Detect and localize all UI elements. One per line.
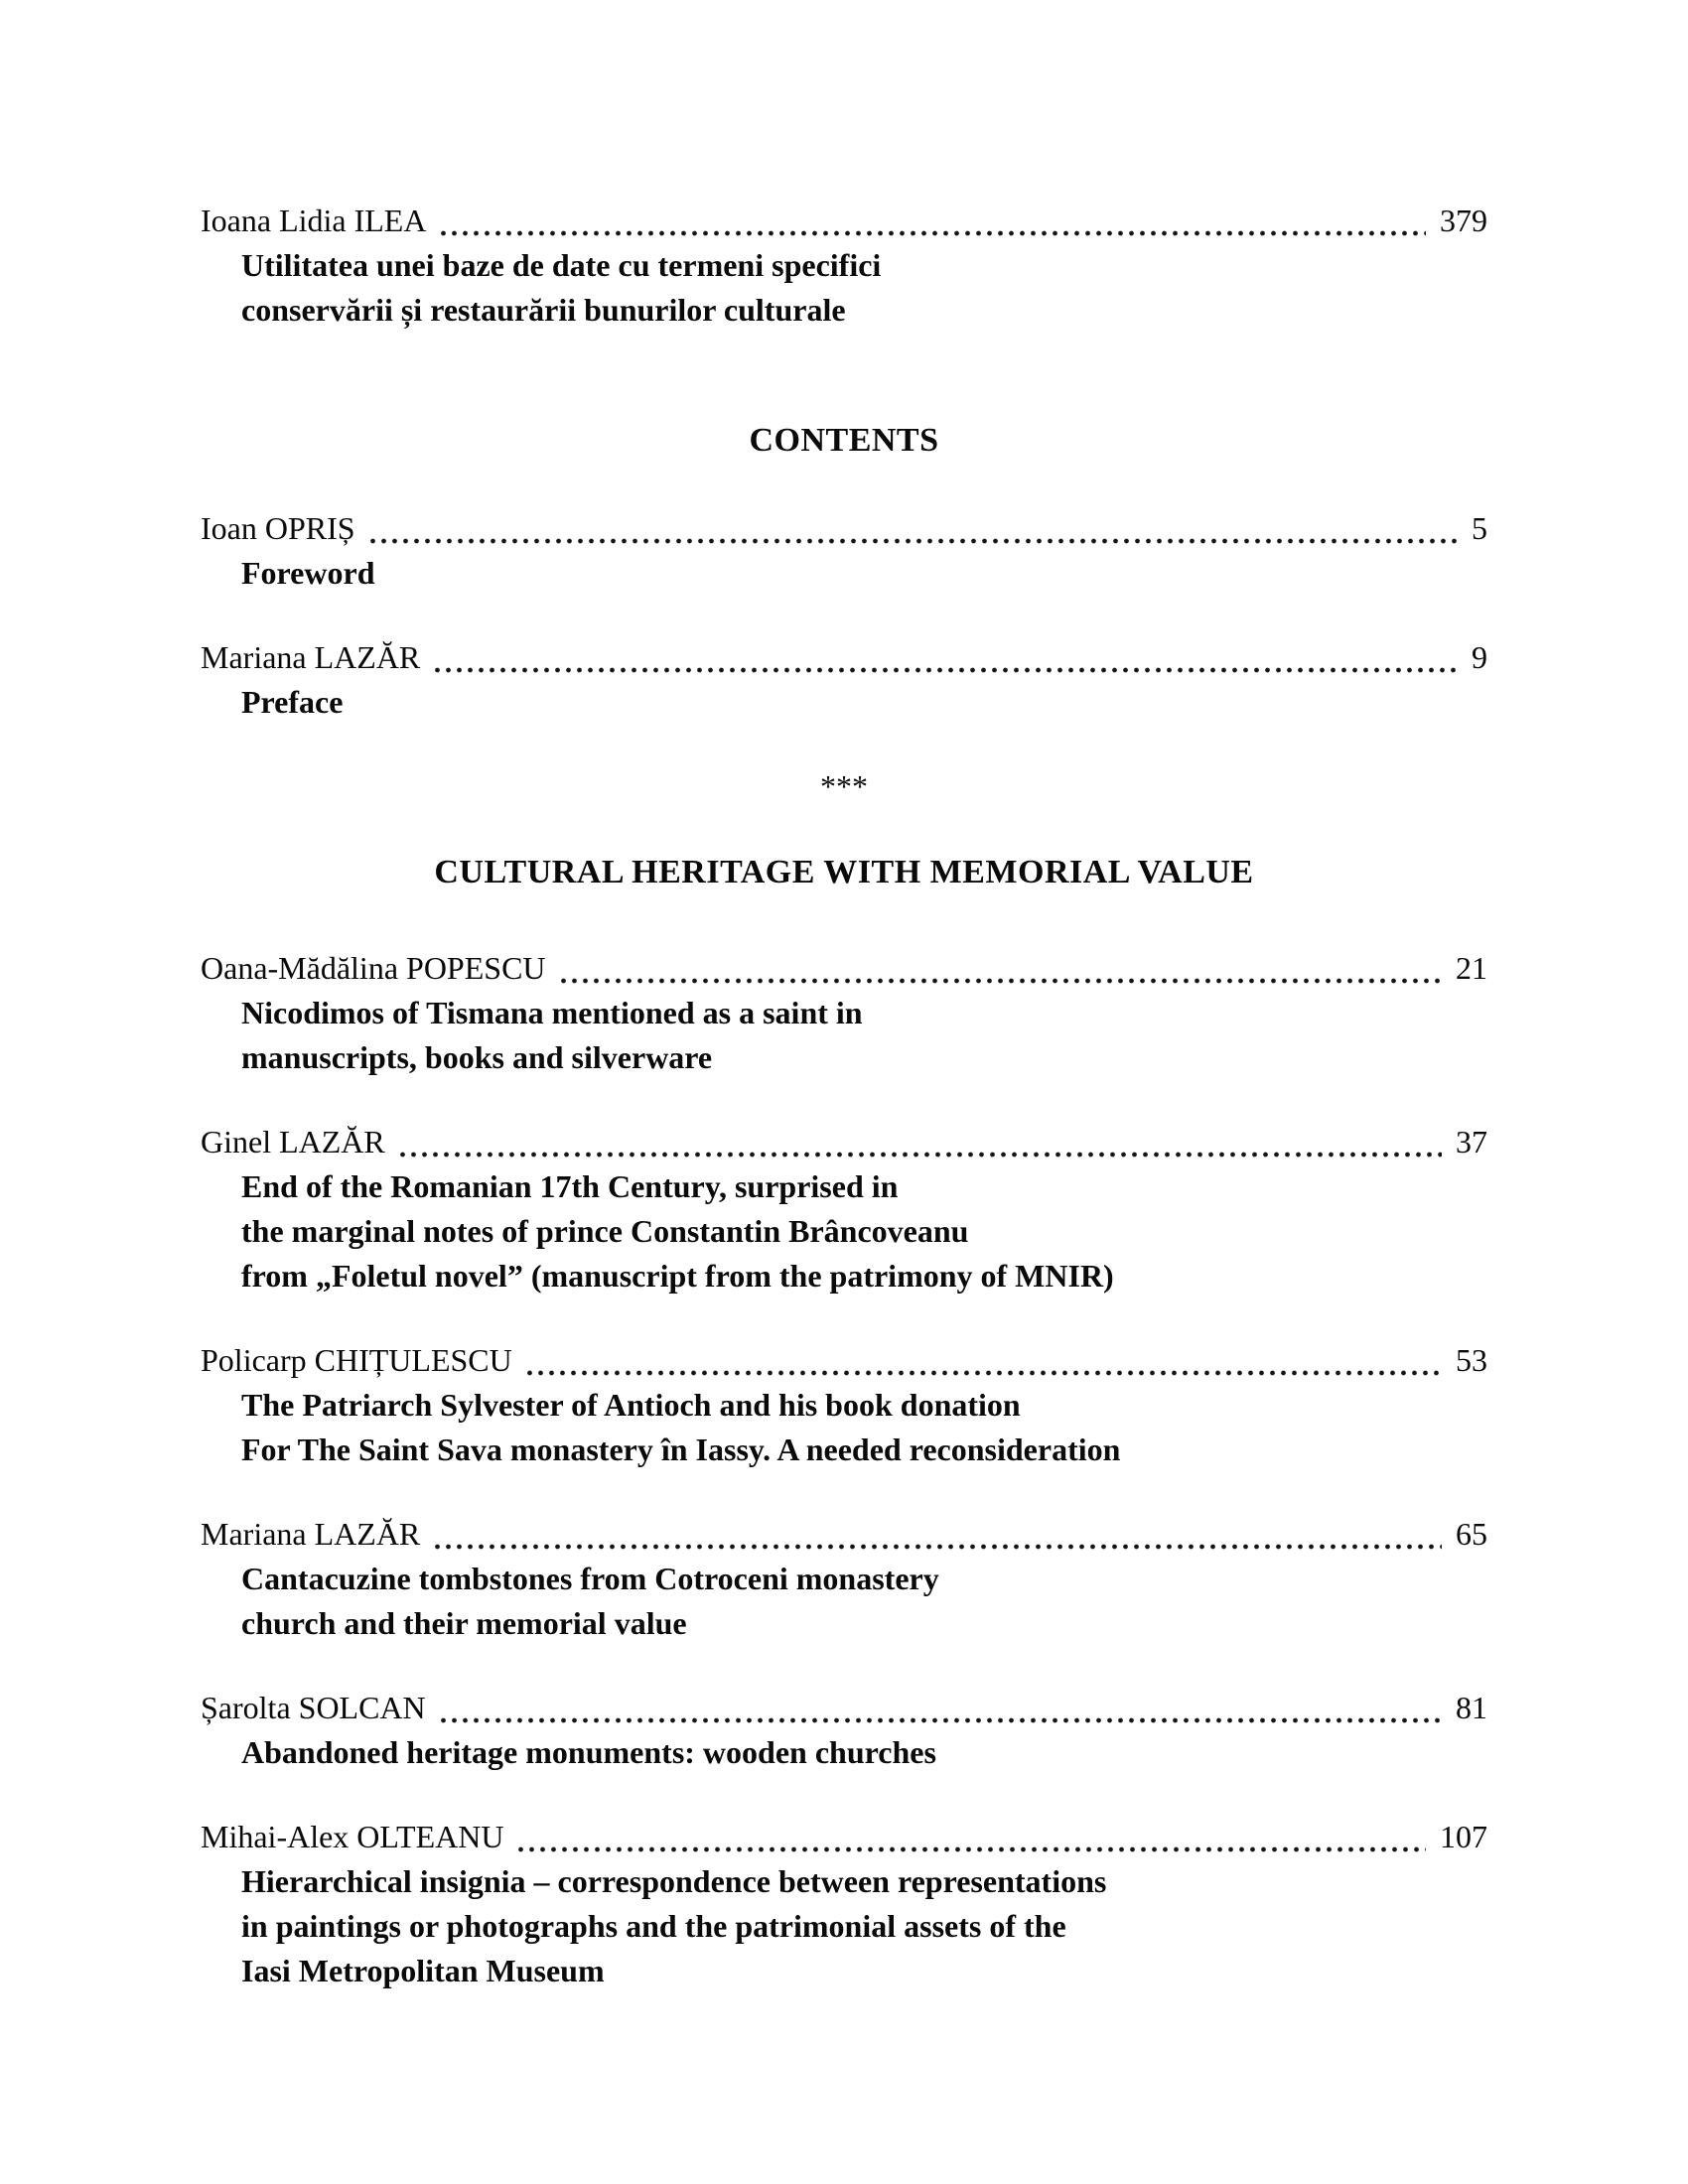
entry-author-row — [201, 506, 1487, 551]
entry-title-line: Iasi Metropolitan Museum — [241, 1953, 605, 1988]
entry-title-line: the marginal notes of prince Constantin Brâncoveanu — [241, 1213, 969, 1249]
entry-page-number: 65 — [1456, 1516, 1487, 1552]
entry-title-line: For The Saint Sava monastery în Iassy. A needed reconsideration — [241, 1432, 1121, 1467]
dot-leader — [438, 1686, 1442, 1730]
entry-title-line: Abandoned heritage monuments: wooden churches — [241, 1734, 936, 1770]
section-separator: *** — [820, 768, 868, 804]
entry-title-line: Utilitatea unei baze de date cu termeni specifici — [241, 247, 882, 283]
toc-entry — [201, 199, 1487, 333]
dot-leader — [367, 506, 1458, 551]
top-entries — [201, 199, 1487, 333]
entry-author-row — [201, 1338, 1487, 1383]
contents-heading: CONTENTS — [749, 422, 939, 459]
dot-leader — [432, 635, 1458, 680]
entry-author-row — [201, 199, 1487, 243]
entry-page-number: 37 — [1456, 1124, 1487, 1160]
entry-author: Policarp CHIȚULESCU — [201, 1342, 512, 1378]
entry-title-line: Cantacuzine tombstones from Cotroceni monastery — [241, 1561, 939, 1596]
dot-leader — [558, 946, 1442, 991]
entry-author-row — [201, 1120, 1487, 1164]
dot-leader — [432, 1512, 1442, 1557]
entry-author: Oana-Mădălina POPESCU — [201, 950, 546, 986]
entry-author: Ioana Lidia ILEA — [201, 203, 427, 238]
entry-author: Ioan OPRIȘ — [201, 510, 355, 546]
entry-author-row — [201, 1686, 1487, 1730]
entry-title-line: conservării și restaurării bunurilor culturale — [241, 292, 846, 328]
dot-leader — [524, 1338, 1442, 1383]
entry-page-number: 53 — [1456, 1342, 1487, 1378]
entry-title-line: End of the Romanian 17th Century, surprised in — [241, 1168, 899, 1204]
entry-author: Șarolta SOLCAN — [201, 1690, 426, 1725]
entry-title-line: The Patriarch Sylvester of Antioch and his book donation — [241, 1387, 1021, 1423]
entry-title-line: from „Foletul novel” (manuscript from the patrimony of MNIR) — [241, 1258, 1114, 1294]
toc-entry — [201, 506, 1487, 596]
front-entries — [201, 506, 1487, 725]
entry-page-number: 21 — [1456, 950, 1487, 986]
entry-page-number: 9 — [1472, 639, 1487, 675]
entry-author: Mariana LAZĂR — [201, 1516, 421, 1552]
toc-entry — [201, 1512, 1487, 1646]
entry-author: Ginel LAZĂR — [201, 1124, 385, 1160]
toc-entry — [201, 1815, 1487, 1993]
toc-entry — [201, 1338, 1487, 1472]
toc-entry — [201, 1120, 1487, 1298]
entry-title-line: manuscripts, books and silverware — [241, 1039, 713, 1075]
entry-author-row — [201, 946, 1487, 991]
entry-title-line: church and their memorial value — [241, 1605, 687, 1641]
entry-author-row — [201, 1512, 1487, 1557]
entry-title-line: Hierarchical insignia – correspondence between representations — [241, 1863, 1107, 1899]
dot-leader — [438, 199, 1426, 243]
entry-title-line: Preface — [241, 684, 344, 720]
entry-author: Mihai-Alex OLTEANU — [201, 1819, 504, 1854]
entry-page-number: 379 — [1440, 203, 1487, 238]
entry-author-row — [201, 635, 1487, 680]
entry-title-line: in paintings or photographs and the patrimonial assets of the — [241, 1908, 1066, 1944]
entry-title-line: Foreword — [241, 555, 375, 591]
entry-author: Mariana LAZĂR — [201, 639, 421, 675]
toc-entry — [201, 1686, 1487, 1775]
entry-page-number: 5 — [1472, 510, 1487, 546]
entry-page-number: 81 — [1456, 1690, 1487, 1725]
toc-entry — [201, 635, 1487, 725]
entry-page-number: 107 — [1440, 1819, 1487, 1854]
dot-leader — [397, 1120, 1442, 1164]
entry-author-row — [201, 1815, 1487, 1859]
toc-entry — [201, 946, 1487, 1080]
entry-title-line: Nicodimos of Tismana mentioned as a saint in — [241, 995, 863, 1030]
section-entries — [201, 946, 1487, 1993]
section-heading: CULTURAL HERITAGE WITH MEMORIAL VALUE — [434, 854, 1254, 890]
dot-leader — [515, 1815, 1426, 1859]
